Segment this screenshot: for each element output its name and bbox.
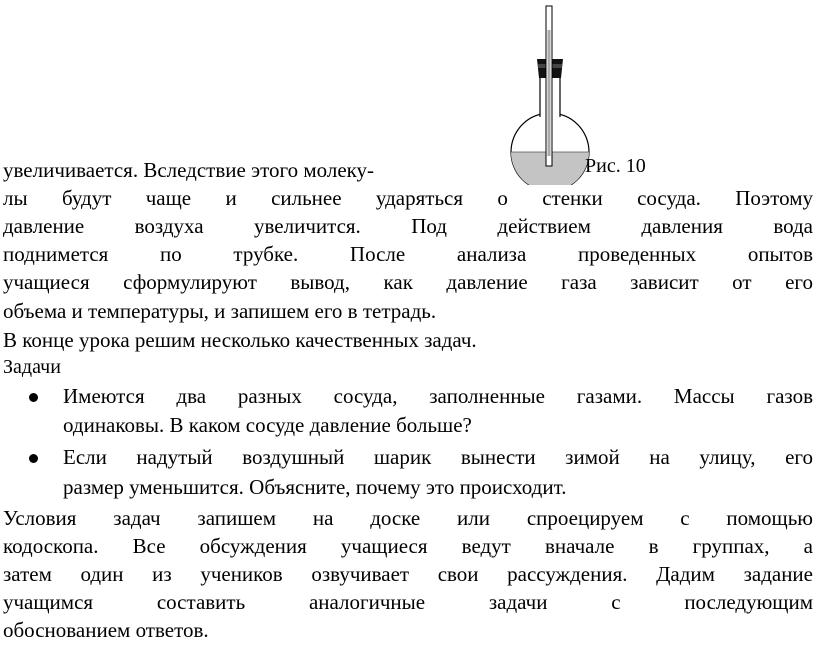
task-text-continued: одинаковы. В каком сосуде давление больше? bbox=[63, 413, 472, 437]
task-text: Имеются два разных сосуда, заполненные газами. Массы газов bbox=[63, 384, 813, 408]
bullet-icon bbox=[29, 393, 38, 402]
task-item bbox=[0, 382, 813, 410]
paragraph-line: увеличивается. Вследствие этого молеку- bbox=[3, 158, 375, 182]
paragraph-line: обоснованием ответов. bbox=[3, 618, 209, 642]
paragraph-line: учащимся составить аналогичные задачи с последующим bbox=[3, 590, 813, 614]
tasks-heading: Задачи bbox=[3, 356, 61, 378]
paragraph-line: поднимется по трубке. После анализа проведенных опытов bbox=[3, 242, 813, 266]
paragraph-line: объема и температуры, и запишем его в тетрадь. bbox=[3, 299, 437, 323]
task-item bbox=[0, 443, 813, 471]
task-text: Если надутый воздушный шарик вынести зимой на улицу, его bbox=[63, 445, 813, 469]
paragraph-line: Условия задач запишем на доске или спроецируем с помощью bbox=[3, 506, 813, 530]
flask-with-tube-icon bbox=[495, 0, 595, 185]
task-text-continued: размер уменьшится. Объясните, почему это происходит. bbox=[63, 475, 567, 499]
paragraph-line: затем один из учеников озвучивает свои рассуждения. Дадим задание bbox=[3, 562, 813, 586]
figure-caption: Рис. 10 bbox=[585, 155, 646, 177]
paragraph-line: учащиеся сформулируют вывод, как давление газа зависит от его bbox=[3, 270, 813, 294]
paragraph-line: давление воздуха увеличится. Под действием давления вода bbox=[3, 214, 813, 238]
paragraph-line: лы будут чаще и сильнее ударяться о стенки сосуда. Поэтому bbox=[3, 186, 813, 210]
paragraph-line: В конце урока решим несколько качественных задач. bbox=[3, 328, 477, 352]
paragraph-line: кодоскопа. Все обсуждения учащиеся ведут вначале в группах, а bbox=[3, 534, 813, 558]
bullet-icon bbox=[29, 454, 38, 463]
